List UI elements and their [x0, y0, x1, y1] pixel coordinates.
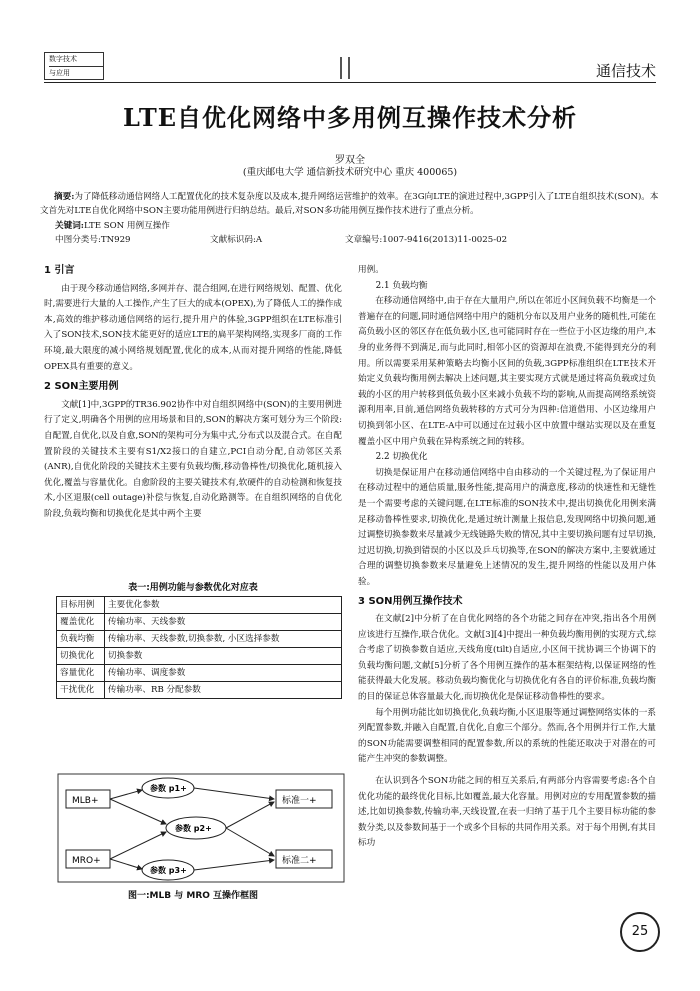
keywords	[55, 219, 170, 231]
keywords-label: 关键词:	[55, 221, 84, 231]
subsection-2-1-paragraph: 在移动通信网络中,由于存在大量用户,所以在邻近小区间负载不均衡是一个普遍存在的问题,同时通信网络中用户的随机分布以及用户业务的随机性,可能在高负载小区的邻区存在低负载小区,也可能同时存在一些位于小区边缘的用户,本身的业务得不到满足,而与此同时,相邻小区的资源却在浪费,不能得到充分的利用。所以需要采用某种策略去均衡小区间的负载,3GPP标准组织在LTE技术开始定义负载均衡用例去解决上述问题,其主要实现方式就是通过将高负载或过负载的小区的用户转移到低负载小区来减小负载不均的影响,从而提高网络系统资源利用率,目前,通信网络负载转移的方式可分为四种:信道借用、小区边缘用户切换到邻小区、在LTE-A中可以通过在过载小区中放置中继站实现以及在重复覆盖小区中用户负载在异构系统之间的转移。	[358, 296, 656, 447]
table-row	[57, 665, 342, 682]
subsection-2-1-title: 2.1 负载均衡	[375, 280, 428, 291]
table-row	[57, 682, 342, 699]
section-3-paragraph-3: 在认识到各个SON功能之间的相互关系后,有两部分内容需要考虑:各个自优化功能的最终优化目标,比如覆盖,最大化容量。用例对应的专用配置参数的描述,比如切换参数,传输功率,天线设置,在表一归纳了基于几个主要目标功能的参数分类,以及参数间基于一个或多个目标的共同作用关系。对于每个用例,有其目标功	[358, 776, 656, 849]
clc-number: 中图分类号:TN929	[55, 235, 131, 245]
table-caption: 表一:用例功能与参数优化对应表	[128, 583, 258, 593]
arrow	[194, 788, 274, 799]
section-1-paragraph: 由于现今移动通信网络,多网并存、混合组网,在进行网络规划、配置、优化时,需要进行大量的人工操作,产生了巨大的成本(OPEX),为了降低人工的操作成本,高效的维护移动通信网络的运行,提升用户的体验,3GPP组织在LTE标准引入了SON技术,SON技术能更好的适应LTE的扁平架构网络,实现多厂商的工作环境,最大限度的减小网络规划配置,优化的成本,从而对提升网络的性能,降低OPEX具有重要的意义。	[44, 283, 342, 372]
mro-label: MRO+	[72, 856, 101, 866]
mlb-mro-diagram	[56, 772, 346, 884]
figure-caption: 图一:MLB 与 MRO 互操作框图	[127, 891, 259, 901]
arrow	[110, 859, 142, 869]
section-tag: 通信技术	[595, 62, 656, 80]
section-3-paragraph-2: 每个用例功能比如切换优化,负载均衡,小区退服等通过调整网络实体的一系列配置参数,并融入自配置,自优化,自愈三个部分。然而,各个用例并行工作,大量的SON功能需要调整相同的配置参数,所以的系统的性能还取决于对潜在的可能产生冲突的参数调整。	[358, 707, 656, 765]
arrow	[226, 802, 274, 828]
subsection-2-2-title: 2.2 切换优化	[375, 452, 428, 463]
article-number: 文章编号:1007-9416(2013)11-0025-02	[345, 235, 508, 245]
param-p3-label: 参数 p3+	[150, 866, 187, 875]
table-cell-target: 覆盖优化	[57, 614, 105, 631]
table-cell-target: 容量优化	[57, 665, 105, 682]
table-row	[57, 648, 342, 665]
table-cell-target: 目标用例	[57, 597, 105, 614]
table-cell-params: 传输功率、天线参数	[105, 614, 342, 631]
parameter-table	[56, 596, 342, 699]
subsection-2-2-paragraph: 切换是保证用户在移动通信网络中自由移动的一个关键过程,为了保证用户在移动过程中的通信质量,服务性能,提高用户的满意度,移动的快速性和无缝性是一个需要考虑的关键问题,在LTE标准的SON技术中,提出切换优化用例来满足移动鲁棒性要求,切换优化,是通过统计测量上报信息,发现网络中切换问题,通过调整切换参数来尽量减少无线链路失败的情况,其中主要切换问题有过早切换,过迟切换,切换到错误的小区以及乒乓切换等,在SON的解决方案中,主要就通过合理的调整切换参数来尽量避免上述情况的发生,提升网络的性能以及用户体验。	[358, 467, 656, 587]
logo-line-2: 与应用	[49, 66, 103, 80]
table-row	[57, 631, 342, 648]
page-number: 25	[620, 912, 660, 952]
section-3-title: 3 SON用例互操作技术	[358, 596, 463, 608]
table-row	[57, 614, 342, 631]
criterion-2-label: 标准二+	[282, 856, 317, 866]
abstract-text: 为了降低移动通信网络人工配置优化的技术复杂度以及成本,提升网络运营维护的效率。在3G向LTE的演进过程中,3GPP引入了LTE自组织技术(SON)。本文首先对LTE自优化网络中SON主要功能用例进行归纳总结。最后,对SON多功能用例互操作技术进行了重点分析。	[40, 192, 659, 216]
table-cell-params: 传输功率、RB 分配参数	[105, 682, 342, 699]
section-2-paragraph: 文献[1]中,3GPP的TR36.902协作中对自组织网络中(SON)的主要用例进行了定义,明确各个用例的应用场景和目的,SON的解决方案可划分为三个阶段:自配置,自优化,以及自愈,SON的架构可分为集中式,分布式以及混合式。在自配置阶段的关键技术主要有S1/X2接口的自建立,PCI自动分配,自动邻区关系(ANR),自优化阶段的关键技术主要有负载均衡,移动鲁棒性/切换优化,随机接入优化,覆盖与容量优化。自愈阶段的主要关键技术有,软硬件的自动检测和恢复技术,小区退服(cell outage)补偿与恢复,自动化路测等。在自组织网络的自优化阶段,负载均衡和切换优化是其中两个主要	[44, 399, 342, 519]
affiliation: (重庆邮电大学 通信新技术研究中心 重庆 400065)	[242, 167, 458, 178]
abstract-label: 摘要:	[54, 192, 75, 202]
arrow	[110, 790, 142, 799]
abstract	[40, 191, 660, 218]
arrow	[194, 860, 274, 870]
continued-text: 用例。	[358, 265, 384, 275]
header-divider-mark	[348, 57, 350, 79]
right-column	[358, 263, 656, 852]
left-column	[44, 263, 342, 523]
section-3-paragraph-1: 在文献[2]中分析了在自优化网络的各个功能之间存在冲突,指出各个用例应该进行互操作,联合优化。文献[3][4]中提出一种负载均衡用例的实现方式,综合考虑了切换参数自适应,天线角度(tilt)自适应,小区间干扰协调三个协调下的负载均衡问题,文献[5]分析了各个用例互操作的基本框架结构,以保证网络的性能获得最大化发展。移动负载均衡优化与切换优化有各自的评价标准,负载均衡的目的保证总体容量最大化,而切换优化是保证移动鲁棒性的要求。	[358, 614, 656, 703]
arrow	[110, 832, 166, 859]
param-p1-label: 参数 p1+	[150, 784, 187, 793]
keywords-text: LTE SON 用例互操作	[83, 221, 170, 231]
article-title: LTE自优化网络中多用例互操作技术分析	[122, 103, 578, 132]
table-cell-params: 传输功率、天线参数,切换参数, 小区选择参数	[105, 631, 342, 648]
mlb-label: MLB+	[72, 796, 99, 806]
section-1-title: 1 引言	[44, 265, 75, 276]
table-cell-params: 切换参数	[105, 648, 342, 665]
arrow	[226, 828, 274, 856]
header-divider-mark	[340, 57, 342, 79]
header-rule	[44, 82, 656, 83]
section-2-title: 2 SON主要用例	[44, 381, 119, 393]
table-cell-params: 传输功率、调度参数	[105, 665, 342, 682]
journal-logo	[44, 52, 104, 80]
param-p2-label: 参数 p2+	[175, 824, 212, 833]
table-cell-target: 切换优化	[57, 648, 105, 665]
arrow	[110, 799, 166, 824]
table-cell-target: 负载均衡	[57, 631, 105, 648]
author: 罗双全	[335, 155, 365, 166]
logo-line-1: 数字技术	[49, 55, 77, 63]
document-code: 文献标识码:A	[210, 235, 263, 245]
criterion-1-label: 标准一+	[282, 796, 317, 806]
table-cell-params: 主要优化参数	[105, 597, 342, 614]
table-cell-target: 干扰优化	[57, 682, 105, 699]
table-row	[57, 597, 342, 614]
